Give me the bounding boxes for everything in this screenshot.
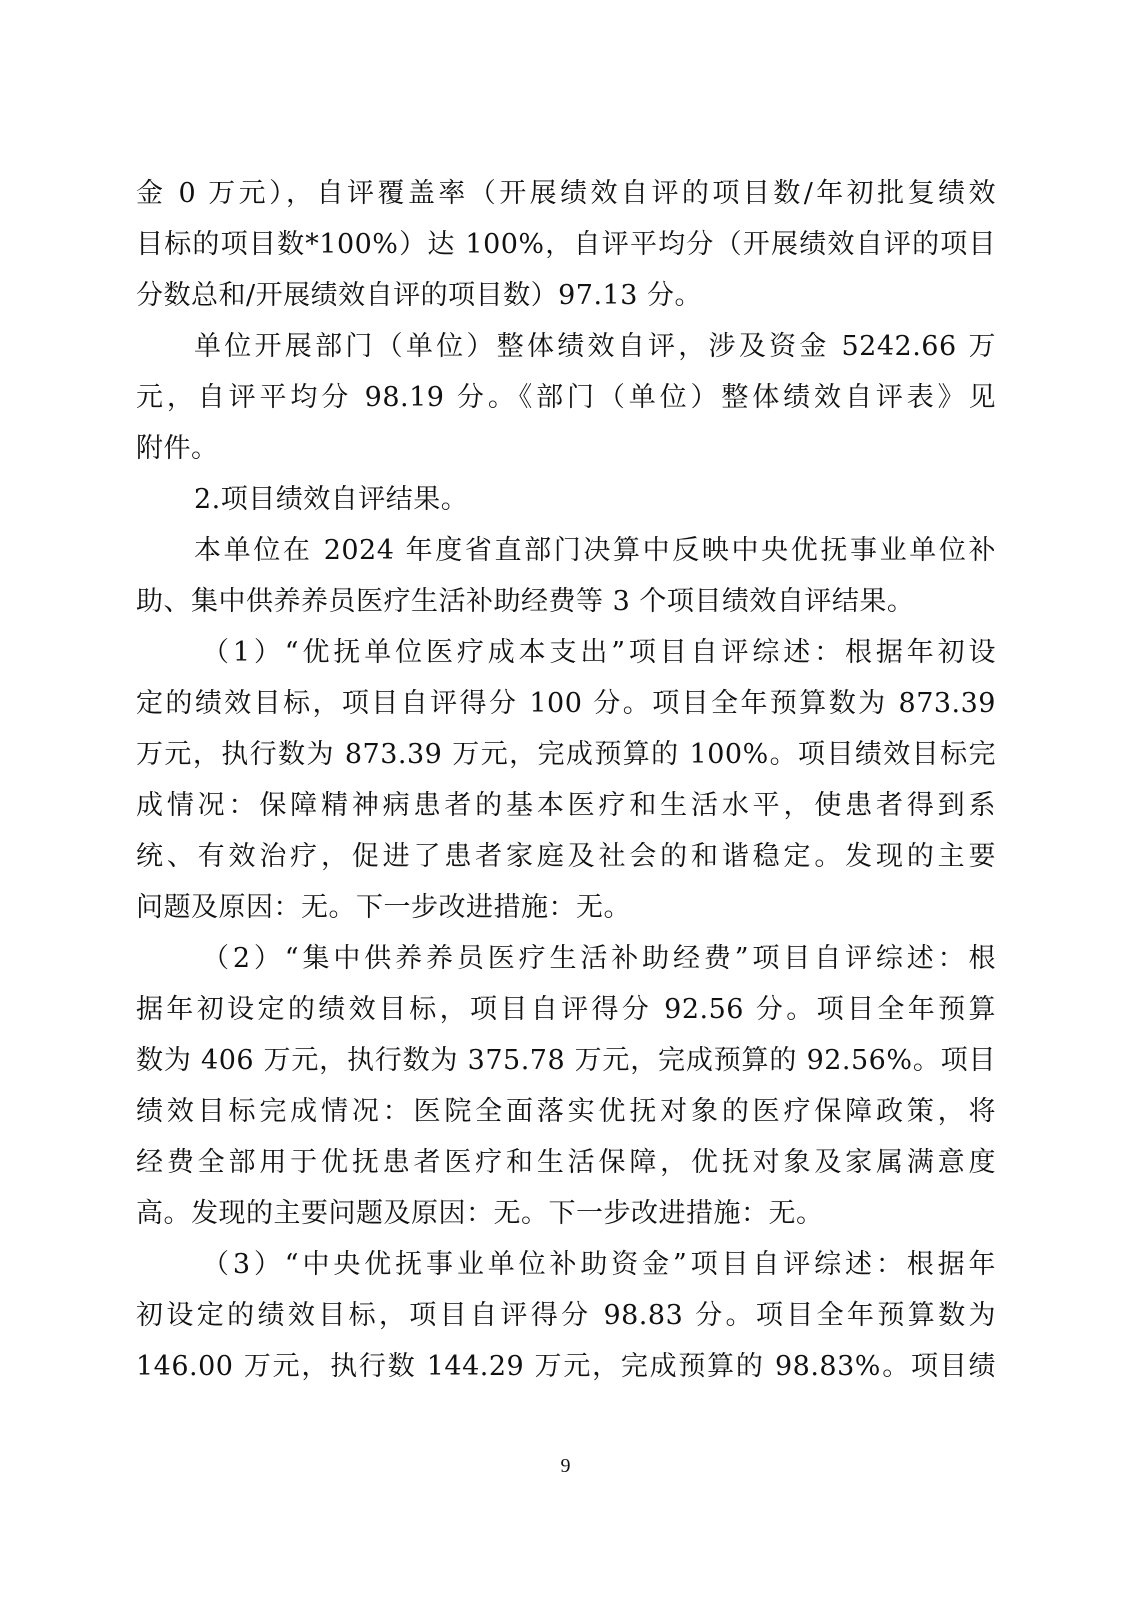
text-line: 据年初设定的绩效目标，项目自评得分 92.56 分。项目全年预算 — [136, 994, 996, 1025]
text-line: 目标的项目数*100%）达 100%，自评平均分（开展绩效自评的项目 — [136, 229, 996, 260]
text-line: 经费全部用于优抚患者医疗和生活保障，优抚对象及家属满意度 — [136, 1147, 996, 1178]
text-line: 绩效目标完成情况：医院全面落实优抚对象的医疗保障政策，将 — [136, 1096, 996, 1127]
text-line: 146.00 万元，执行数 144.29 万元，完成预算的 98.83%。项目绩 — [136, 1351, 996, 1382]
text-line: （2）“集中供养养员医疗生活补助经费”项目自评综述：根 — [202, 943, 996, 974]
document-body — [136, 168, 996, 1392]
text-line: 助、集中供养养员医疗生活补助经费等 3 个项目绩效自评结果。 — [136, 586, 915, 617]
text-line: 单位开展部门（单位）整体绩效自评，涉及资金 5242.66 万 — [194, 331, 996, 362]
paragraph-unit-overall-evaluation — [136, 321, 996, 474]
text-line: 数为 406 万元，执行数为 375.78 万元，完成预算的 92.56%。项目 — [136, 1045, 996, 1076]
text-line: 成情况：保障精神病患者的基本医疗和生活水平，使患者得到系 — [136, 790, 996, 821]
text-line: 初设定的绩效目标，项目自评得分 98.83 分。项目全年预算数为 — [136, 1300, 996, 1331]
section-heading-project-results — [136, 474, 996, 525]
text-line: 元，自评平均分 98.19 分。《部门（单位）整体绩效自评表》见 — [136, 382, 996, 413]
page-number: 9 — [560, 1455, 571, 1477]
text-line: 分数总和/开展绩效自评的项目数）97.13 分。 — [136, 280, 702, 311]
text-line: 问题及原因：无。下一步改进措施：无。 — [136, 892, 631, 923]
text-line: 附件。 — [136, 433, 219, 464]
paragraph-project-2 — [136, 933, 996, 1239]
paragraph-coverage-summary — [136, 168, 996, 321]
text-line: 本单位在 2024 年度省直部门决算中反映中央优抚事业单位补 — [194, 535, 996, 566]
text-line: 万元，执行数为 873.39 万元，完成预算的 100%。项目绩效目标完 — [136, 739, 996, 770]
text-line: （1）“优抚单位医疗成本支出”项目自评综述：根据年初设 — [202, 637, 996, 668]
section-heading: 2.项目绩效自评结果。 — [194, 484, 469, 515]
paragraph-project-1 — [136, 627, 996, 933]
paragraph-project-intro — [136, 525, 996, 627]
text-line: （3）“中央优抚事业单位补助资金”项目自评综述：根据年 — [202, 1249, 996, 1280]
text-line: 统、有效治疗，促进了患者家庭及社会的和谐稳定。发现的主要 — [136, 841, 996, 872]
text-line: 高。发现的主要问题及原因：无。下一步改进措施：无。 — [136, 1198, 824, 1229]
paragraph-project-3 — [136, 1239, 996, 1392]
text-line: 金 0 万元），自评覆盖率（开展绩效自评的项目数/年初批复绩效 — [136, 178, 996, 209]
text-line: 定的绩效目标，项目自评得分 100 分。项目全年预算数为 873.39 — [136, 688, 996, 719]
